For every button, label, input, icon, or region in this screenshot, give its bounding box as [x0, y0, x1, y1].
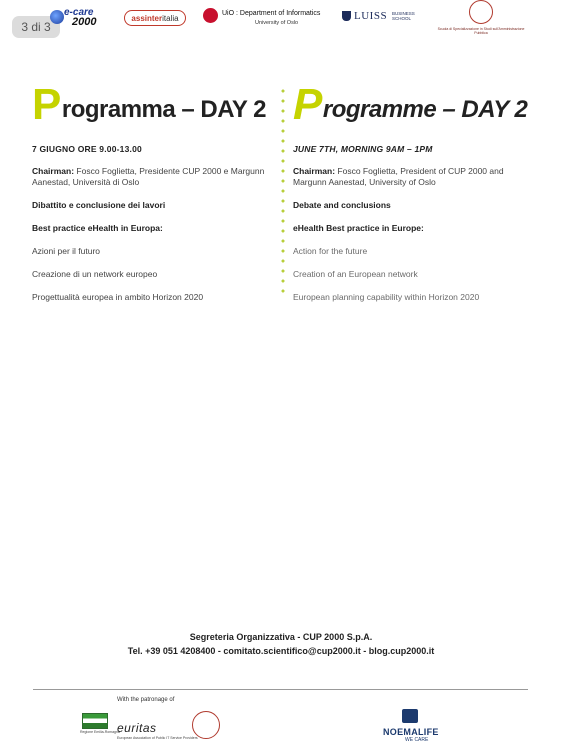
ecare-2000-logo [50, 8, 112, 28]
patronage-label: With the patronage of [117, 697, 175, 703]
luiss-logo [342, 10, 422, 24]
luiss-tag-line1: BUSINESS [392, 11, 415, 16]
uio-logo-line1: UiO : Department of Informatics [222, 10, 321, 17]
chairman-label: Chairman: [32, 166, 75, 176]
luiss-logo-tag [392, 11, 415, 21]
euritas-logo: euritas [117, 721, 157, 735]
unibo-caption: Scuola di Specializzazione in Studi sull'Amministrazione Pubblica [437, 27, 525, 35]
assinter-italia-logo [124, 10, 186, 26]
title-initial: P [32, 80, 61, 129]
contacts-line: Tel. +39 051 4208400 - comitato.scientifico@cup2000.it - blog.cup2000.it [127, 646, 435, 656]
uio-seal-icon [203, 8, 218, 23]
chairman-text: Fosco Foglietta, Presidente CUP 2000 e Margunn Aanestad, Università di Oslo [32, 166, 265, 187]
title-english [293, 80, 533, 129]
university-seal-icon [192, 711, 220, 739]
programme-english [293, 80, 533, 303]
agenda-item: Azioni per il futuro [32, 246, 101, 256]
noemalife-tagline: WE CARE [405, 737, 429, 743]
chairman-label: Chairman: [293, 166, 336, 176]
unibo-seal-icon [469, 0, 493, 24]
assinter-logo-suffix: italia [162, 13, 179, 23]
agenda-item: Progettualità europea in ambito Horizon 2020 [32, 292, 204, 302]
programma-italian [32, 80, 277, 303]
luiss-shield-icon [342, 11, 351, 21]
best-practice-heading: eHealth Best practice in Europe: [293, 223, 424, 233]
date-line: 7 GIUGNO ORE 9.00-13.00 [32, 144, 142, 154]
chairman-line [32, 166, 277, 188]
ecare-globe-icon [50, 10, 64, 24]
title-italian [32, 80, 277, 129]
debate-line: Dibattito e conclusione dei lavori [32, 200, 166, 210]
agenda-item: European planning capability within Horizon 2020 [293, 292, 480, 302]
title-text: rogramma – DAY 2 [61, 96, 266, 123]
luiss-logo-name: LUISS [354, 10, 388, 22]
ecare-logo-line2: 2000 [72, 16, 97, 28]
chairman-line [293, 166, 533, 188]
agenda-item: Creation of an European network [293, 269, 418, 279]
date-line: JUNE 7TH, MORNING 9AM – 1PM [293, 144, 433, 154]
uio-logo-line2: University of Oslo [255, 20, 299, 26]
column-divider [281, 86, 285, 294]
noemalife-icon [402, 709, 418, 723]
regione-caption: Regione Emilia-Romagna [80, 730, 120, 734]
page-indicator: 3 di 3 [12, 16, 60, 38]
agenda-item: Action for the future [293, 246, 368, 256]
debate-line: Debate and conclusions [293, 200, 391, 210]
luiss-tag-line2: SCHOOL [392, 16, 412, 21]
chairman-text: Fosco Foglietta, President of CUP 2000 and Margunn Aanestad, University of Oslo [293, 166, 504, 187]
agenda-item: Creazione di un network europeo [32, 269, 158, 279]
regione-flag-icon [82, 713, 108, 729]
title-initial: P [293, 80, 322, 129]
uio-logo [203, 8, 325, 30]
footer-rule [33, 689, 528, 690]
segreteria-line: Segreteria Organizzativa - CUP 2000 S.p.A. [189, 632, 373, 642]
noemalife-logo: NOEMALIFE [383, 727, 439, 737]
assinter-logo-prefix: assinter [131, 13, 163, 23]
title-text: rogramme – DAY 2 [322, 96, 528, 123]
best-practice-heading: Best practice eHealth in Europa: [32, 223, 163, 233]
euritas-caption: European Association of Public IT Service Providers [117, 736, 198, 740]
ecare-logo-line1: e-care [64, 7, 94, 18]
